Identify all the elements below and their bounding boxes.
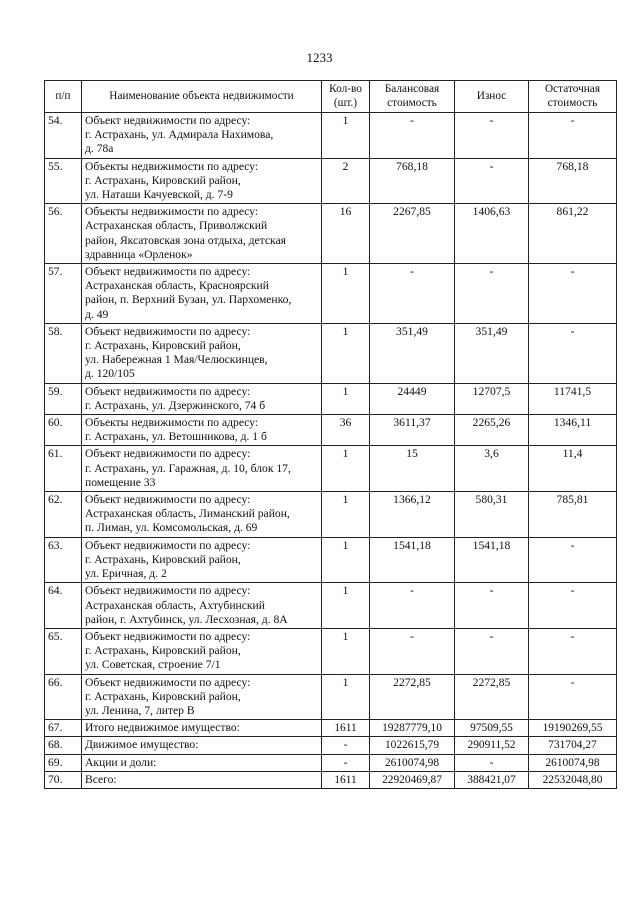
row-number: 57.	[45, 264, 82, 324]
quantity-cell: 1611	[322, 771, 370, 788]
row-number: 67.	[45, 720, 82, 737]
wear-cell: 580,31	[455, 492, 529, 538]
balance-cell: 2267,85	[370, 204, 455, 264]
wear-cell: -	[455, 158, 529, 204]
residual-cell: -	[529, 583, 617, 629]
page-number: 1233	[306, 50, 333, 65]
residual-cell: 19190269,55	[529, 720, 617, 737]
row-number: 54.	[45, 113, 82, 159]
balance-cell: 1541,18	[370, 537, 455, 583]
row-label: Итого недвижимое имущество:	[82, 720, 322, 737]
row-number: 63.	[45, 537, 82, 583]
balance-cell: 1366,12	[370, 492, 455, 538]
row-number: 60.	[45, 415, 82, 446]
balance-cell: 351,49	[370, 323, 455, 383]
residual-cell: -	[529, 264, 617, 324]
header-wear: Износ	[455, 81, 529, 113]
object-name: Объект недвижимости по адресу: Астраханская область, Красноярский район, п. Верхний Бузан, ул. Пархоменко, д. 49	[82, 264, 322, 324]
residual-cell: 11741,5	[529, 383, 617, 414]
table-row	[45, 158, 617, 204]
header-residual: Остаточная стоимость	[529, 81, 617, 113]
row-number: 70.	[45, 771, 82, 788]
wear-cell: -	[455, 113, 529, 159]
row-number: 59.	[45, 383, 82, 414]
quantity-cell: -	[322, 754, 370, 771]
table-row	[45, 446, 617, 492]
quantity-cell: 16	[322, 204, 370, 264]
row-number: 55.	[45, 158, 82, 204]
quantity-cell: 1	[322, 446, 370, 492]
residual-cell: -	[529, 628, 617, 674]
balance-cell: 22920469,87	[370, 771, 455, 788]
residual-cell: 768,18	[529, 158, 617, 204]
object-name: Объекты недвижимости по адресу: г. Астрахань, Кировский район, ул. Наташи Качуевской, д. 7-9	[82, 158, 322, 204]
object-name: Объект недвижимости по адресу: г. Астрахань, ул. Адмирала Нахимова, д. 78а	[82, 113, 322, 159]
quantity-cell: 2	[322, 158, 370, 204]
quantity-cell: 1	[322, 583, 370, 629]
residual-cell: -	[529, 113, 617, 159]
total-row-movable-property	[45, 737, 617, 754]
row-number: 65.	[45, 628, 82, 674]
object-name: Объект недвижимости по адресу: г. Астрахань, Кировский район, ул. Ленина, 7, литер В	[82, 674, 322, 720]
balance-cell: -	[370, 583, 455, 629]
row-label: Акции и доли:	[82, 754, 322, 771]
wear-cell: -	[455, 583, 529, 629]
header-balance: Балансовая стоимость	[370, 81, 455, 113]
quantity-cell: 1	[322, 537, 370, 583]
header-qty: Кол-во (шт.)	[322, 81, 370, 113]
row-number: 64.	[45, 583, 82, 629]
wear-cell: -	[455, 628, 529, 674]
total-row-shares	[45, 754, 617, 771]
row-label: Всего:	[82, 771, 322, 788]
row-number: 58.	[45, 323, 82, 383]
balance-cell: 15	[370, 446, 455, 492]
row-number: 68.	[45, 737, 82, 754]
quantity-cell: 1	[322, 383, 370, 414]
quantity-cell: 1	[322, 264, 370, 324]
table-row	[45, 537, 617, 583]
balance-cell: 2610074,98	[370, 754, 455, 771]
object-name: Объект недвижимости по адресу: г. Астрахань, Кировский район, ул. Набережная 1 Мая/Челюскинцев, д. 120/105	[82, 323, 322, 383]
balance-cell: -	[370, 264, 455, 324]
table-row	[45, 583, 617, 629]
table-header-row	[45, 81, 617, 113]
residual-cell: 11,4	[529, 446, 617, 492]
header-name: Наименование объекта недвижимости	[82, 81, 322, 113]
wear-cell: 351,49	[455, 323, 529, 383]
wear-cell: 1406,63	[455, 204, 529, 264]
wear-cell: 97509,55	[455, 720, 529, 737]
total-row-grand-total	[45, 771, 617, 788]
row-number: 61.	[45, 446, 82, 492]
header-num: п/п	[45, 81, 82, 113]
residual-cell: -	[529, 323, 617, 383]
table-row	[45, 204, 617, 264]
balance-cell: 19287779,10	[370, 720, 455, 737]
residual-cell: 731704,27	[529, 737, 617, 754]
balance-cell: 2272,85	[370, 674, 455, 720]
row-label: Движимое имущество:	[82, 737, 322, 754]
table-row	[45, 264, 617, 324]
object-name: Объект недвижимости по адресу: Астраханская область, Ахтубинский район, г. Ахтубинск, ул. Лесхозная, д. 8А	[82, 583, 322, 629]
balance-cell: 768,18	[370, 158, 455, 204]
wear-cell: 2265,26	[455, 415, 529, 446]
row-number: 62.	[45, 492, 82, 538]
residual-cell: -	[529, 674, 617, 720]
table-row	[45, 323, 617, 383]
balance-cell: 1022615,79	[370, 737, 455, 754]
balance-cell: -	[370, 628, 455, 674]
object-name: Объект недвижимости по адресу: г. Астрахань, ул. Гаражная, д. 10, блок 17, помещение 33	[82, 446, 322, 492]
quantity-cell: 1	[322, 628, 370, 674]
object-name: Объекты недвижимости по адресу: г. Астрахань, ул. Ветошникова, д. 1 б	[82, 415, 322, 446]
property-table	[44, 80, 617, 789]
quantity-cell: 1611	[322, 720, 370, 737]
row-number: 56.	[45, 204, 82, 264]
wear-cell: 388421,07	[455, 771, 529, 788]
wear-cell: 1541,18	[455, 537, 529, 583]
wear-cell: 2272,85	[455, 674, 529, 720]
row-number: 66.	[45, 674, 82, 720]
table-row	[45, 628, 617, 674]
wear-cell: -	[455, 264, 529, 324]
table-row	[45, 415, 617, 446]
residual-cell: 1346,11	[529, 415, 617, 446]
residual-cell: 22532048,80	[529, 771, 617, 788]
table-row	[45, 674, 617, 720]
quantity-cell: -	[322, 737, 370, 754]
balance-cell: 24449	[370, 383, 455, 414]
balance-cell: 3611,37	[370, 415, 455, 446]
quantity-cell: 1	[322, 492, 370, 538]
balance-cell: -	[370, 113, 455, 159]
quantity-cell: 1	[322, 674, 370, 720]
table-row	[45, 383, 617, 414]
residual-cell: 785,81	[529, 492, 617, 538]
object-name: Объект недвижимости по адресу: г. Астрахань, Кировский район, ул. Советская, строение 7/1	[82, 628, 322, 674]
residual-cell: 2610074,98	[529, 754, 617, 771]
wear-cell: -	[455, 754, 529, 771]
wear-cell: 3,6	[455, 446, 529, 492]
object-name: Объекты недвижимости по адресу: Астраханская область, Приволжский район, Яксатовская зона отдыха, детская здравница «Орленок»	[82, 204, 322, 264]
wear-cell: 290911,52	[455, 737, 529, 754]
object-name: Объект недвижимости по адресу: г. Астрахань, ул. Дзержинского, 74 б	[82, 383, 322, 414]
residual-cell: 861,22	[529, 204, 617, 264]
quantity-cell: 1	[322, 113, 370, 159]
quantity-cell: 36	[322, 415, 370, 446]
table-row	[45, 492, 617, 538]
object-name: Объект недвижимости по адресу: г. Астрахань, Кировский район, ул. Еричная, д. 2	[82, 537, 322, 583]
total-row-real-estate	[45, 720, 617, 737]
table-row	[45, 113, 617, 159]
object-name: Объект недвижимости по адресу: Астраханская область, Лиманский район, п. Лиман, ул. Комсомольская, д. 69	[82, 492, 322, 538]
residual-cell: -	[529, 537, 617, 583]
wear-cell: 12707,5	[455, 383, 529, 414]
row-number: 69.	[45, 754, 82, 771]
quantity-cell: 1	[322, 323, 370, 383]
